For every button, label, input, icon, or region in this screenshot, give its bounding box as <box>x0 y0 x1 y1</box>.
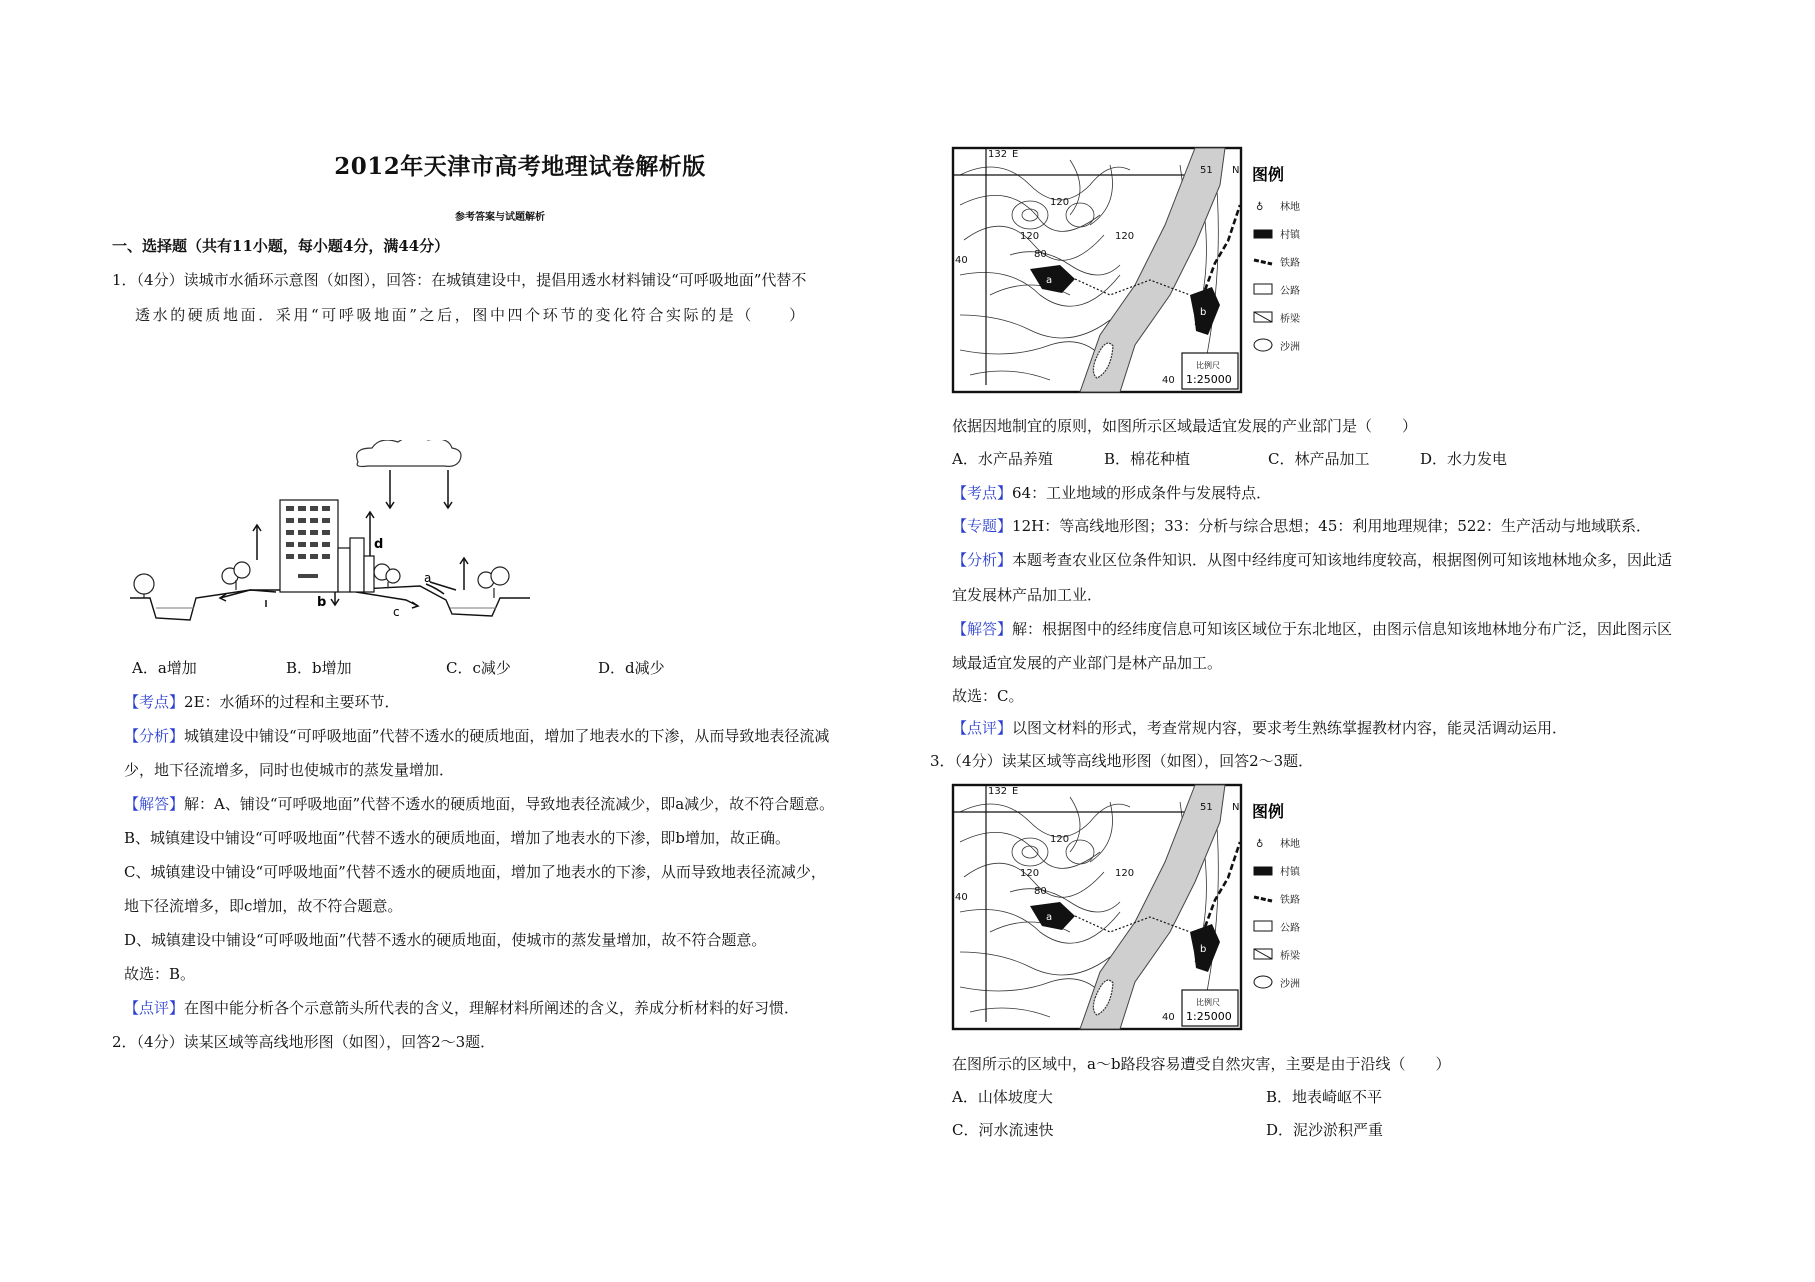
jieda-text: 解：A、铺设“可呼吸地面”代替不透水的硬质地面，导致地表径流减少，即a减少，故不符合题意。 <box>184 795 835 813</box>
q3-option-b[interactable]: B．地表崎岖不平 <box>1266 1088 1383 1106</box>
scale-label: 比例尺 <box>1196 361 1220 370</box>
q1-fenxi-line2: 少，地下径流增多，同时也使城市的蒸发量增加． <box>124 761 455 779</box>
contour-map-2 <box>950 782 1260 1032</box>
zhuanti-text: 12H：等高线地形图；33：分析与综合思想；45：利用地理规律；522：生产活动与地域联系． <box>1012 517 1652 535</box>
point-b: b <box>1200 307 1207 318</box>
map-legend-2 <box>1250 797 1330 997</box>
map-legend-1 <box>1250 160 1330 360</box>
dianping-tag: 【 点评 】 <box>124 999 184 1017</box>
contour-40a: 40 <box>955 255 968 266</box>
page-title: 2012年天津市高考地理试卷解析版 <box>334 153 706 180</box>
lon-label: 132 <box>988 149 1008 160</box>
q3-option-d[interactable]: D．泥沙淤积严重 <box>1266 1121 1384 1139</box>
q1-option-a[interactable]: A．a增加 <box>132 659 197 677</box>
q1-jieda-line2: B、城镇建设中铺设“可呼吸地面”代替不透水的硬质地面，增加了地表水的下渗，即b增加，故正确。 <box>124 829 790 847</box>
label-b: b <box>317 595 327 610</box>
q1-stem-line2: 透水的硬质地面．采用“可呼吸地面”之后，图中四个环节的变化符合实际的是（ ） <box>135 306 807 324</box>
svg-text:♁: ♁ <box>1256 839 1264 850</box>
dianping-text: 在图中能分析各个示意箭头所代表的含义，理解材料所阐述的含义，养成分析材料的好习惯． <box>184 999 800 1017</box>
legend-forest: 林地 <box>1280 202 1300 213</box>
label-c: c <box>393 605 400 619</box>
section-heading: 一、选择题（共有11小题，每小题4分，满44分） <box>112 237 450 255</box>
legend-road: 公路 <box>1280 923 1300 934</box>
contour-120a: 120 <box>1050 834 1070 845</box>
lon-label: 132 <box>988 786 1008 797</box>
legend-village: 村镇 <box>1280 230 1300 241</box>
legend-village: 村镇 <box>1280 867 1300 878</box>
zhuanti-tag: 【 专题 】 <box>952 517 1012 535</box>
legend-road: 公路 <box>1280 286 1300 297</box>
fenxi-text: 城镇建设中铺设“可呼吸地面”代替不透水的硬质地面，增加了地表水的下渗，从而导致地表径流减 <box>184 727 830 745</box>
q3-stem: 在图所示的区域中，a～b路段容易遭受自然灾害，主要是由于沿线（ ） <box>952 1055 1451 1073</box>
point-b: b <box>1200 944 1207 955</box>
q1-jieda-line3: C、城镇建设中铺设“可呼吸地面”代替不透水的硬质地面，增加了地表水的下渗，从而导致地表径流减少， <box>124 863 826 881</box>
legend-railway: 铁路 <box>1280 895 1300 906</box>
q3-option-c[interactable]: C．河水流速快 <box>952 1121 1054 1139</box>
label-a: a <box>424 571 432 585</box>
lat-label: 51 <box>1200 165 1213 176</box>
contour-40b: 40 <box>1162 1012 1175 1023</box>
contour-40b: 40 <box>1162 375 1175 386</box>
contour-map-1 <box>950 145 1260 395</box>
dianping-tag: 【 点评 】 <box>952 719 1012 737</box>
q1-option-b[interactable]: B．b增加 <box>286 659 352 677</box>
kaodian-tag: 【 考点 】 <box>952 484 1012 502</box>
q1-answer: 故选：B。 <box>124 965 196 983</box>
q1-jieda <box>124 794 834 814</box>
q1-option-c[interactable]: C．c减少 <box>446 659 511 677</box>
scale-label: 比例尺 <box>1196 998 1220 1007</box>
kaodian-text: 2E：水循环的过程和主要环节． <box>184 693 400 711</box>
fenxi-tag: 【 分析 】 <box>124 727 184 745</box>
jieda-tag: 【 解答 】 <box>952 620 1012 638</box>
lon-unit: E <box>1012 786 1019 797</box>
legend-title: 图例 <box>1252 165 1285 184</box>
q2-answer: 故选：C。 <box>952 687 1024 705</box>
contour-120c: 120 <box>1115 868 1135 879</box>
jieda-text: 解：根据图中的经纬度信息可知该区域位于东北地区，由图示信息知该地林地分布广泛，因此图示区 <box>1012 620 1673 638</box>
legend-sandbar: 沙洲 <box>1280 979 1300 990</box>
q2-option-c[interactable]: C．林产品加工 <box>1268 450 1370 468</box>
lat-label: 51 <box>1200 802 1213 813</box>
legend-sandbar: 沙洲 <box>1280 342 1300 353</box>
lat-unit: N <box>1232 165 1240 176</box>
q1-fenxi <box>124 726 829 746</box>
q2-options <box>952 449 1507 469</box>
q3-option-a[interactable]: A．山体坡度大 <box>952 1088 1053 1106</box>
point-a: a <box>1046 275 1053 286</box>
cloud-icon <box>357 440 461 467</box>
q2-option-b[interactable]: B．棉花种植 <box>1104 450 1191 468</box>
q2-fenxi-line2: 宜发展林产品加工业． <box>952 586 1103 604</box>
water-cycle-figure <box>130 440 550 625</box>
q1-jieda-line4: 地下径流增多，即c增加，故不符合题意。 <box>124 897 403 915</box>
point-a: a <box>1046 912 1053 923</box>
legend-bridge: 桥梁 <box>1280 314 1300 325</box>
q1-kaodian <box>124 692 400 712</box>
lon-unit: E <box>1012 149 1019 160</box>
fenxi-tag: 【 分析 】 <box>952 551 1012 569</box>
q1-option-d[interactable]: D．d减少 <box>598 659 665 677</box>
q2-jieda <box>952 619 1672 639</box>
contour-80: 80 <box>1034 249 1047 260</box>
q1-options <box>132 658 665 678</box>
jieda-tag: 【 解答 】 <box>124 795 184 813</box>
q2-option-d[interactable]: D．水力发电 <box>1420 450 1508 468</box>
q1-jieda-line5: D、城镇建设中铺设“可呼吸地面”代替不透水的硬质地面，使城市的蒸发量增加，故不符合题意。 <box>124 931 767 949</box>
scale-value: 1:25000 <box>1186 1010 1232 1023</box>
legend-title: 图例 <box>1252 802 1285 821</box>
q2-intro: 2．（4分）读某区域等高线地形图（如图），回答2～3题． <box>112 1033 496 1051</box>
q3-intro: 3．（4分）读某区域等高线地形图（如图），回答2～3题． <box>930 752 1314 770</box>
page-subtitle: 参考答案与试题解析 <box>455 212 545 223</box>
q2-dianping <box>952 718 1567 738</box>
q2-kaodian <box>952 483 1271 503</box>
contour-120a: 120 <box>1050 197 1070 208</box>
q2-zhuanti <box>952 516 1651 536</box>
contour-120b: 120 <box>1020 231 1040 242</box>
legend-bridge: 桥梁 <box>1280 951 1300 962</box>
legend-railway: 铁路 <box>1280 258 1300 269</box>
q2-stem: 依据因地制宜的原则，如图所示区域最适宜发展的产业部门是（ ） <box>952 417 1418 435</box>
contour-120b: 120 <box>1020 868 1040 879</box>
kaodian-text: 64：工业地域的形成条件与发展特点． <box>1012 484 1272 502</box>
fenxi-text: 本题考查农业区位条件知识．从图中经纬度可知该地纬度较高，根据图例可知该地林地众多，因此适 <box>1012 551 1673 569</box>
q1-stem-line1: 1．（4分）读城市水循环示意图（如图），回答：在城镇建设中，提倡用透水材料铺设“可呼吸地面”代替不 <box>112 271 807 289</box>
legend-forest: 林地 <box>1280 839 1300 850</box>
q2-fenxi <box>952 550 1672 570</box>
svg-text:♁: ♁ <box>1256 202 1264 213</box>
lat-unit: N <box>1232 802 1240 813</box>
scale-value: 1:25000 <box>1186 373 1232 386</box>
q2-jieda-line2: 域最适宜发展的产业部门是林产品加工。 <box>952 654 1223 672</box>
contour-40a: 40 <box>955 892 968 903</box>
dianping-text: 以图文材料的形式，考查常规内容，要求考生熟练掌握教材内容，能灵活调动运用． <box>1012 719 1568 737</box>
q1-dianping <box>124 998 799 1018</box>
q2-option-a[interactable]: A．水产品养殖 <box>952 450 1053 468</box>
contour-80: 80 <box>1034 886 1047 897</box>
contour-120c: 120 <box>1115 231 1135 242</box>
kaodian-tag: 【 考点 】 <box>124 693 184 711</box>
label-d: d <box>374 537 384 552</box>
